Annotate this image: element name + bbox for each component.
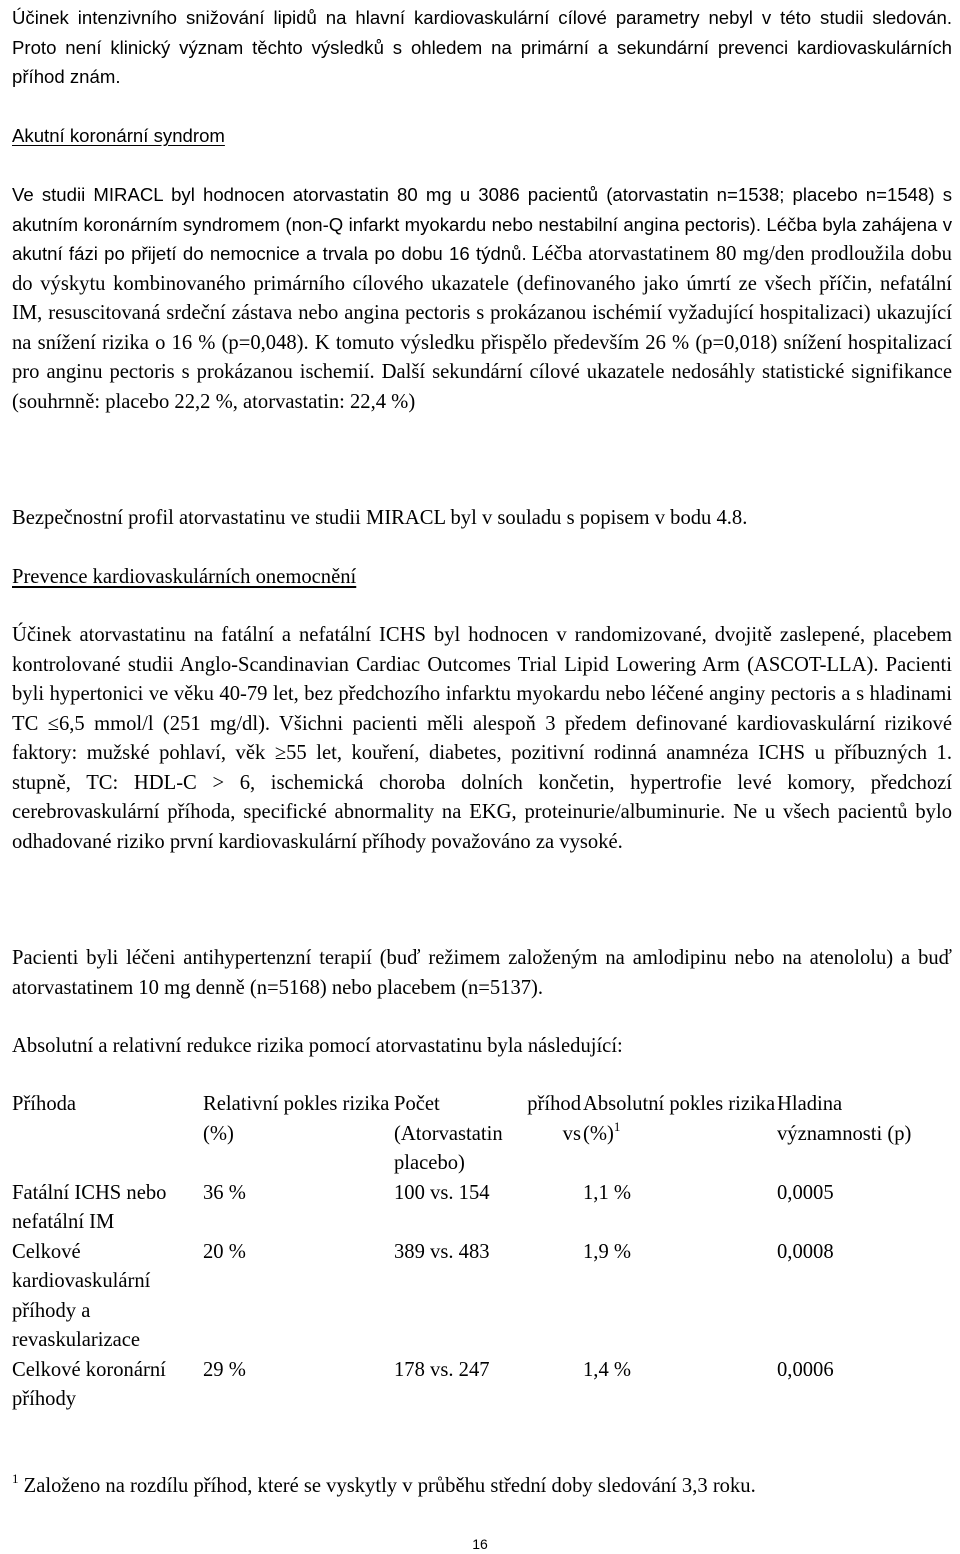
table-header-text: Absolutní pokles rizika (%) <box>583 1093 776 1145</box>
table-cell: 1,4 % <box>583 1358 632 1381</box>
table-cell: 0,0008 <box>777 1240 834 1263</box>
table-cell: 20 % <box>203 1240 246 1263</box>
table-cell: 100 vs. 154 <box>394 1181 490 1204</box>
table-row <box>12 1238 952 1356</box>
table-header-cell: Relativní pokles rizika (%) <box>203 1093 390 1145</box>
prevention-paragraph-1-part-b: 6,5 mmol/l (251 mg/dl). Všichni pacienti měli alespoň 3 předem definované kardiovaskulární rizikové faktory: mužské pohlaví, věk <box>12 712 952 764</box>
prevention-paragraph-1-part-c: 55 let, kouření, diabetes, pozitivní rodinná anamnéza ICHS u příbuzných 1. stupně, TC: HDL-C > 6, ischemická choroba dolních končetin, hypertrofie levé komory, předchozí cerebrovaskulární příhoda, specifické abnormality na EKG, proteinurie/albuminurie. Ne u všech pacientů bylo odhadované riziko první kardiovaskulární příhody považováno za vysoké. <box>12 742 952 853</box>
prevention-paragraph-1 <box>12 621 952 857</box>
table-cell: Celkové kardiovaskulární příhody a revaskularizace <box>12 1240 151 1351</box>
footnote-mark: 1 <box>12 1471 19 1486</box>
footnote-text: Založeno na rozdílu příhod, které se vyskytly v průběhu střední doby sledování 3,3 roku. <box>23 1475 756 1497</box>
acs-paragraph-sans: Ve studii MIRACL byl hodnocen atorvastatin 80 mg u 3086 pacientů (atorvastatin n=1538; placebo n=1548) s akutním koronárním syndromem (non-Q infarkt myokardu nebo nestabilní angina pectoris). Léčba byla zahájena v akutní fázi po přijetí do nemocnice a trvala po dobu 16 týdnů. <box>12 184 952 264</box>
table-row <box>12 1179 952 1238</box>
risk-reduction-table <box>12 1090 952 1415</box>
prevention-paragraph-1-part-a: Účinek atorvastatinu na fatální a nefatální ICHS byl hodnocen v randomizované, dvojitě zaslepené, placebem kontrolované studii Anglo-Scandinavian Cardiac Outcomes Trial Lipid Lowering Arm (ASCOT-LLA). Pacienti byli hypertonici ve věku 40-79 let, bez předchozího infarktu myokardu nebo léčené anginy pectoris a s hladinami TC <box>12 624 952 735</box>
table-cell: 1,1 % <box>583 1181 632 1204</box>
page-number: 16 <box>472 1536 488 1552</box>
table-header-cell: Hladina významnosti (p) <box>777 1093 912 1145</box>
section-heading-prevention: Prevence kardiovaskulárních onemocnění <box>12 566 357 588</box>
table-cell: 0,0005 <box>777 1181 834 1204</box>
table-header-cell <box>583 1090 777 1179</box>
table-cell: 0,0006 <box>777 1358 834 1381</box>
section-heading-acs: Akutní koronární syndrom <box>12 125 225 146</box>
table-intro: Absolutní a relativní redukce rizika pomocí atorvastatinu byla následující: <box>12 1035 623 1057</box>
less-equal-symbol: ≤ <box>47 712 59 735</box>
table-cell: 29 % <box>203 1358 246 1381</box>
table-cell: 178 vs. 247 <box>394 1358 490 1381</box>
table-cell: Celkové koronární příhody <box>12 1358 166 1410</box>
table-cell: Fatální ICHS nebo nefatální IM <box>12 1181 167 1233</box>
table-cell: 36 % <box>203 1181 246 1204</box>
acs-paragraph-serif: Léčba atorvastatinem 80 mg/den prodloužila dobu do výskytu kombinovaného primárního cílového ukazatele (definovaného jako úmrtí ze všech příčin, nefatální IM, resuscitovaná srdeční zástava nebo angina pectoris s prokázanou ischémií vyžadující hospitalizaci) ukazující na snížení rizika o 16 % (p=0,048). K tomuto výsledku přispělo především 26 % (p=0,018) snížení hospitalizací pro anginu pectoris s prokázanou ischemií. Další sekundární cílové ukazatele nedosáhly statistické signifikance (souhrnně: placebo 22,2 %, atorvastatin: 22,4 %) <box>12 243 952 413</box>
footnote <box>12 1472 952 1502</box>
table-footnote-mark: 1 <box>613 1118 621 1134</box>
table-row <box>12 1356 952 1415</box>
table-header-cell <box>394 1090 583 1179</box>
prevention-paragraph-2: Pacienti byli léčeni antihypertenzní terapií (buď režimem založeným na amlodipinu nebo na atenololu) a buď atorvastatinem 10 mg denně (n=5168) nebo placebem (n=5137). <box>12 947 952 999</box>
intro-paragraph: Účinek intenzivního snižování lipidů na hlavní kardiovaskulární cílové parametry nebyl v této studii sledován. Proto není klinický význam těchto výsledků s ohledem na primární a sekundární prevenci kardiovaskulárních příhod znám. <box>12 7 952 87</box>
table-cell: 1,9 % <box>583 1240 632 1263</box>
greater-equal-symbol: ≥ <box>274 742 287 764</box>
table-cell: 389 vs. 483 <box>394 1240 490 1263</box>
table-header-text: Počet příhod (Atorvastatin vs placebo) <box>394 1093 581 1174</box>
table-header-row <box>12 1090 952 1179</box>
safety-sentence: Bezpečnostní profil atorvastatinu ve studii MIRACL byl v souladu s popisem v bodu 4.8. <box>12 507 748 529</box>
acs-paragraph <box>12 180 952 417</box>
table-header-cell: Příhoda <box>12 1093 77 1115</box>
